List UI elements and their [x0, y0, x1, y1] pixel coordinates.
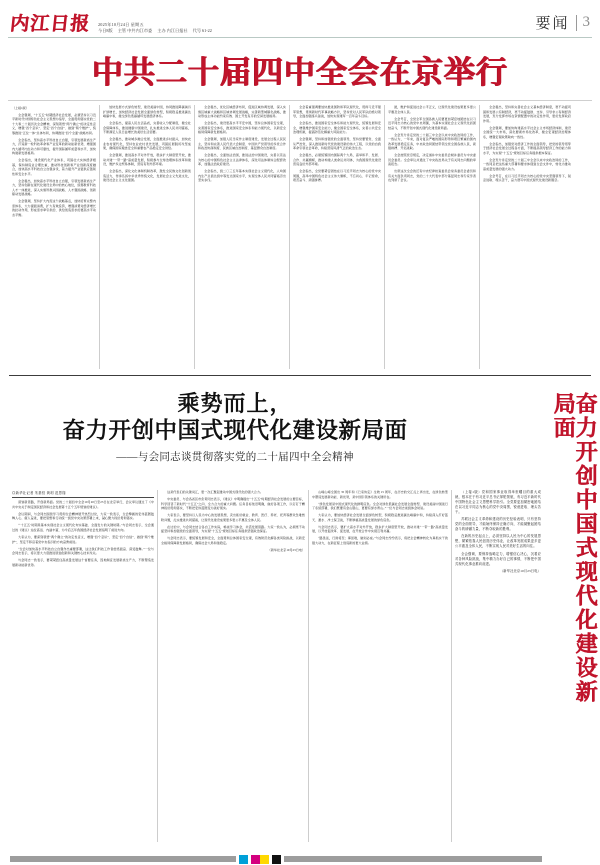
- paragraph: 加快发展方式绿色转型，建设美丽中国，协同推进降碳减污扩绿增长，加快经济社会发展全面绿色转型，积极稳妥推进碳达峰碳中和，健全绿色低碳循环发展经济体系。: [103, 105, 191, 118]
- paragraph: 与会同志一致表示，要紧紧扭住高质量发展这个首要任务，因地制宜发展新质生产力，不断塑造发展新动能新优势。: [12, 558, 154, 567]
- paragraph: （上接1版）党和国家事业取得举世瞩目的重大成就，根本在于有习近平总书记掌舵领航，有习近平新时代中国特色社会主义思想科学指引。全党要更加紧密地团结在以习近平同志为核心的党中央周围，锐意进取、埋头苦干。: [455, 490, 541, 514]
- swatch-magenta: [251, 855, 260, 864]
- masthead-section: [535, 12, 590, 34]
- masthead-meta-item-0: 今日8版: [98, 27, 113, 33]
- newspaper-logo: 内江日报: [8, 14, 92, 35]
- top-column-3: [195, 105, 289, 369]
- paragraph: 与会同志表示，要统筹发展和安全，全面贯彻总体国家安全观，有效防范化解各类风险挑战，以新安全格局保障新发展格局，确保社会大局和谐稳定。: [161, 536, 305, 545]
- paragraph: 全会指出，建设更高水平平安中国，坚持总体国家安全观，完善国家安全体系，推进国家安全体系和能力现代化，以新安全格局保障新发展格局。: [198, 121, 286, 135]
- feature-column-1: [9, 490, 157, 842]
- masthead-meta-items: [98, 28, 212, 33]
- paragraph: 全会强调，坚持扩大内需这个战略基点，加快培育完整内需体系，大力提振消费，扩大有效投资，增强消费对经济增长的拉动作用，形成需求牵引供给、供给创造需求的更高水平动态平衡。: [12, 199, 96, 217]
- feature-column-right-classic: [452, 490, 544, 842]
- paragraph: 全会提出，必须统筹国内国际两个大局，高举和平、发展、合作、共赢旗帜，推动构建人类命运共同体，为我国现代化建设营造良好外部环境。: [293, 153, 381, 167]
- paragraph: “路虽远，行则将至；事虽难，做则必成。”与会同志纷纷表示，将把全会精神转化为真抓实干的强大动力，在新征程上创造新的更大业绩。: [312, 536, 448, 545]
- paragraph: 全会强调，要保持战略定力，增强信心决心，沉着应对各种风险挑战，集中精力办好自己的事情，不断把中国式现代化事业推向前进。: [455, 551, 541, 566]
- masthead: [0, 0, 600, 34]
- source-credit: （新华社北京10月23日电）: [499, 569, 541, 574]
- paragraph: “绿色发展是中国式现代化的鲜明底色。全会对绿色低碳社会发展全面转型、建设美丽中国进行了系统部署，我们既要有金山银山，更要有绿水青山。”一位与会同志谈到体会时说。: [312, 501, 448, 511]
- top-column-5: [385, 105, 479, 369]
- paragraph: 大家认为，要加快经济社会发展全面绿色转型，积极稳妥推进碳达峰碳中和，持续深入打好蓝天、碧水、净土保卫战，不断厚植高质量发展的绿色底色。: [312, 513, 448, 522]
- paragraph: 在讨论中，与会同志结合各自工作实际，畅谈学习体会，共话发展思路。大家一致认为，必须毫不动摇坚持和加强党的全面领导，为实现“十五五”规划目标任务提供坚强政治保证。: [161, 524, 305, 534]
- masthead-meta-item-2: 主办 内江日报社: [157, 27, 188, 33]
- paragraph: 全会充分肯定党的二十届三中全会以来中央政治局的工作，一致认为，一年来，面对复杂严峻的国际形势和艰巨繁重的国内改革发展稳定任务，中央政治局团结带领全党全国各族人民，顽强拼搏、开拓进取。: [388, 132, 476, 151]
- paragraph: 苏联社会主义革命和建设的历史经验表明，只有坚持党的全面领导，才能始终保持正确方向，才能凝聚起团结奋斗的磅礴力量，不断夺取新的胜利。: [455, 517, 541, 531]
- top-column-6: [480, 105, 574, 369]
- top-column-2: [100, 105, 194, 369]
- paragraph: 全会充分肯定党的二十届三中全会以来中央政治局的工作，一致同意把这些重大部署和要求体现到全会文件中，转化为推动高质量发展的强大动力。: [483, 157, 571, 171]
- paragraph: 在新的历史起点上，必须坚持以人民为中心的发展思想，紧紧依靠人民创造历史伟业，让改革发展成果更多更公平惠及全体人民，不断实现人民对美好生活的向往。: [455, 534, 541, 549]
- paragraph: 全会按照党章规定，决定递补中央委员会候补委员为中央委员会委员。全会审议并通过了中央政治局关于有关同志问题的审查报告。: [388, 153, 476, 167]
- paragraph: 会议期间，与会同志围绕学习贯彻全会精神展开热烈讨论，大家一致表示，全会擘画的宏伟蓝图鼓舞人心、催人奋进，要把思想和行动统一到党中央决策部署上来，凝心聚力抓好贯彻落实。: [12, 511, 154, 521]
- masthead-date: 2025年10月24日 星期五: [98, 21, 144, 27]
- paragraph: 全会提出，加快高水平科技自立自强，引领发展新质生产力，坚持创新在现代化建设全局中的核心地位，统筹教育科技人才一体推进，深入实施科教兴国战略、人才强国战略、创新驱动发展战略。: [12, 178, 96, 197]
- paragraph: 全会指出，到二〇三五年基本实现社会主义现代化，人均国内生产总值达到中等发达国家水平，实现全体人民共同富裕迈出坚实步伐。: [198, 169, 286, 183]
- paragraph: 全会指出，坚持高水平科技自立自强，引领发展新质生产力，打造新一轮科技革命和产业变革的新动能新优势，增强国内大循环内生动力和可靠性，提升国际循环质量和水平，加快构建新发展格局。: [12, 137, 96, 156]
- paragraph: 这是代表们的关键词汇，更一次汇聚起推动中国式现代化的强大合力。: [167, 490, 264, 494]
- masthead-meta-item-1: 主管 中共内江市委: [117, 27, 153, 33]
- paragraph: 全会指出，提高人民生活品质，完善收入分配制度，健全社会保障体系，推进健康中国建设，扎实推进全体人民共同富裕，不断满足人民日益增长的美好生活需要。: [103, 121, 191, 135]
- main-headline: 中共二十届四中全会在京举行: [92, 55, 508, 90]
- paragraph: 全会强调，坚持和加强党的全面领导，坚持党要管党、全面从严治党，深入推进新时代党的建设新的伟大工程，以党的自我革命引领社会革命，持续营造风清气正的政治生态。: [293, 137, 381, 151]
- top-column-1: [9, 105, 99, 369]
- paragraph: 出席这次全会的还有中央纪律检查委员会常务委员会委员和有关方面负责同志，党的二十大代表中部分基层同志和专家学者也列席了会议。: [388, 169, 476, 183]
- paragraph: 最，维护和促进社会公平正义，让现代化建设成果更多更公平惠及全体人民。: [388, 105, 476, 114]
- paragraph: 全会提出，坚持和完善社会主义基本经济制度，毫不动摇巩固和发展公有制经济，毫不动摇鼓励、支持、引导非公有制经济发展，充分发挥市场在资源配置中的决定性作用，更好发挥政府作用。: [483, 105, 571, 123]
- paragraph: 全会强调，加强人民当家作主制度建设，发展全过程人民民主，坚持和完善人民代表大会制度、中国共产党领导的多党合作和政治协商制度、民族区域自治制度、基层群众自治制度。: [198, 137, 286, 151]
- paragraph: 全会提出，优化区域经济布局，促进区域协调发展，深入实施区域重大战略和区域协调发展战略，完善新型城镇化战略，推动形成主体功能约束有效、国土开发有序的空间发展格局。: [198, 105, 286, 118]
- feature-column-2: [158, 490, 308, 842]
- paragraph: 全会提出，全面依法治国，推进法治中国建设，完善以宪法为核心的中国特色社会主义法律体系，深化司法体制综合配套改革，加强法治政府建设。: [198, 153, 286, 167]
- paragraph: 全会强调，推进高水平对外开放，稳步扩大制度型开放，推动共建“一带一路”高质量发展，积极参与全球治理体系改革和建设，维护多边贸易体制，营造有利外部环境。: [103, 153, 191, 167]
- paragraph: “‘十五五’时期是基本实现社会主义现代化夯实基础、全面发力的关键时期。”与会同志表示，全会通过的《建议》站位高远、内涵丰富，为今后五年我国经济社会发展指明了前进方向。: [12, 523, 154, 532]
- paragraph: 与会同志表示，要扩大高水平对外开放，稳步扩大制度型开放，推动共建“一带一路”高质量发展，以开放促改革、促发展，在开放合作中实现互利共赢。: [312, 524, 448, 534]
- byline: ◎新华社记者 朱基钗 黄玥 范思翔: [12, 491, 66, 495]
- registration-edge-left: [0, 856, 10, 862]
- paragraph: 全会号召，全党全军全国各族人民要更加紧密地团结在以习近平同志为核心的党中央周围，为基本实现社会主义现代化而团结奋斗，不断开创中国式现代化建设新局面。: [388, 116, 476, 130]
- continuation-note: （上接1版）: [12, 106, 29, 110]
- feature-headline-block: [0, 376, 470, 464]
- paragraph: 全会号召，在以习近平同志为核心的党中央坚强领导下，锐意进取、埋头苦干，奋力谱写中国式现代化建设新篇章。: [483, 173, 571, 183]
- registration-bar: [0, 853, 600, 865]
- paragraph: 全会指出，全党要紧密团结在以习近平同志为核心的党中央周围，高举中国特色社会主义伟大旗帜，不忘初心、牢记使命，艰苦奋斗、顽强拼搏。: [293, 169, 381, 183]
- page-number: 3: [582, 14, 590, 30]
- feature-headline-line2: 奋力开创中国式现代化建设新局面: [62, 417, 408, 443]
- masthead-meta: [98, 22, 212, 35]
- registration-grey-right: [284, 856, 542, 862]
- section-divider: [576, 15, 577, 31]
- paragraph: 大家表示，要坚持以人民为中心的发展思想，突出抓好就业、教育、医疗、养老、托育等群众急难愁盼问题，扎实推进共同富裕，让现代化建设成果更多更公平惠及全体人民。: [161, 513, 305, 522]
- feature-headline-line1: 乘势而上，: [177, 391, 293, 416]
- paragraph: 全会指出，推进国家安全体系和能力现代化，统筹发展和安全，增强维护国家安全能力，健全国家安全体系，完善公共安全治理机制，提高防范化解重大风险能力。: [293, 121, 381, 135]
- paragraph: 全会强调，要加快构建高水平社会主义市场经济体制，建设全国统一大市场，深化要素市场化改革，健全宏观经济治理体系，增强宏观政策取向一致性。: [483, 125, 571, 139]
- paragraph: 山峰山峰全国出 35 周年和《已家协定》生效 15 周年，在历史的交汇点上再出发，在绿色转型中塑造发展新动能、新优势，是中国引领体系的关键所在。: [312, 490, 448, 499]
- paragraph: 全会指出，建设现代化产业体系，巩固壮大实体经济根基，保持制造业合理比重，推动科技创新和产业创新深度融合，加快高水平科技自立自强步伐，着力提升产业链供应链韧性和安全水平。: [12, 158, 96, 176]
- section-name: 要闻: [535, 16, 570, 32]
- paragraph: 全会指出，深化文化体制机制改革，激发全民族文化创新创造活力，传承弘扬中华优秀传统文化，发展社会主义先进文化，建设社会主义文化强国。: [103, 169, 191, 183]
- feature-column-3: [309, 490, 451, 842]
- byline-rule: [12, 497, 154, 498]
- feature-body-columns: [0, 490, 600, 842]
- paragraph: 全会提出，推动城乡融合发展，全面推进乡村振兴，加快农业农村现代化，坚持农业农村优先发展，巩固拓展脱贫攻坚成果，确保国家粮食安全和重要农产品稳定安全供给。: [103, 137, 191, 151]
- paragraph: “全会对加快高水平科技自立自强作出重要部署，这让我们科技工作者倍感振奋、深受鼓舞。”一位与会同志表示，将以更大力度推进原始创新和关键核心技术攻关。: [12, 546, 154, 556]
- masthead-meta-item-3: 代号 61-22: [192, 27, 212, 33]
- registration-edge-right: [542, 856, 552, 862]
- paragraph: 全会强调，“十五五”时期经济社会发展，必须坚持以习近平新时代中国特色社会主义思想为指导，全面贯彻落实党的二十大和二十届历次全会精神，深刻领悟“两个确立”的决定性意义，增强“四个意识”、坚定“四个自信”、做到“两个维护”，统筹推进“五位一体”总体布局，协调推进“四个全面”战略布局。: [12, 112, 96, 135]
- paragraph: 全会着重强调要加快推进国防和军队现代化，贯彻习近平强军思想，贯彻新时代军事战略方针，坚持党对人民军队的绝对领导，全面加强练兵备战，加快实现建军一百年奋斗目标。: [293, 105, 381, 118]
- paragraph: 大家认为，要深刻领悟“两个确立”的决定性意义，增强“四个意识”、坚定“四个自信”、做到“两个维护”，坚定不移沿着党中央指引的方向奋勇前进。: [12, 535, 154, 544]
- swatch-cyan: [239, 855, 248, 864]
- vertical-feature-title: 奋力开创中国式现代化建设新局面: [551, 392, 598, 704]
- paragraph: 全会指出，加强党对经济工作的全面领导，把党的领导贯穿于经济社会发展全过程各方面，不断提高领导经济工作的能力和水平，为实现“十五五”规划目标任务提供根本保证。: [483, 141, 571, 155]
- swatch-black: [272, 855, 281, 864]
- source-credit: （新华社北京10月23日电）: [267, 548, 305, 553]
- paragraph: 中央委员、与会各省区市负责同志表示，《建议》中明确提出“十五五”时期经济社会发展的主要目标，科学回答了新时代“十五五”之问、全力合力的重大问题。任务目标依旧明确，做好各项工作，以钉钉子精神抓好贯彻落实，不断把宏伟蓝图变为美好现实。: [161, 497, 305, 511]
- paragraph: 谋划新思路，开创新局面。党的二十届四中全会10月20日至23日在北京举行，会议审议通过了《中共中央关于制定国民经济和社会发展第十五个五年规划的建议》。: [12, 500, 154, 509]
- registration-grey-left: [10, 856, 236, 862]
- top-article-columns: [0, 101, 600, 369]
- top-column-4: [290, 105, 384, 369]
- feature-subtitle: ——与会同志谈贯彻落实党的二十届四中全会精神: [116, 452, 354, 464]
- swatch-yellow: [260, 855, 269, 864]
